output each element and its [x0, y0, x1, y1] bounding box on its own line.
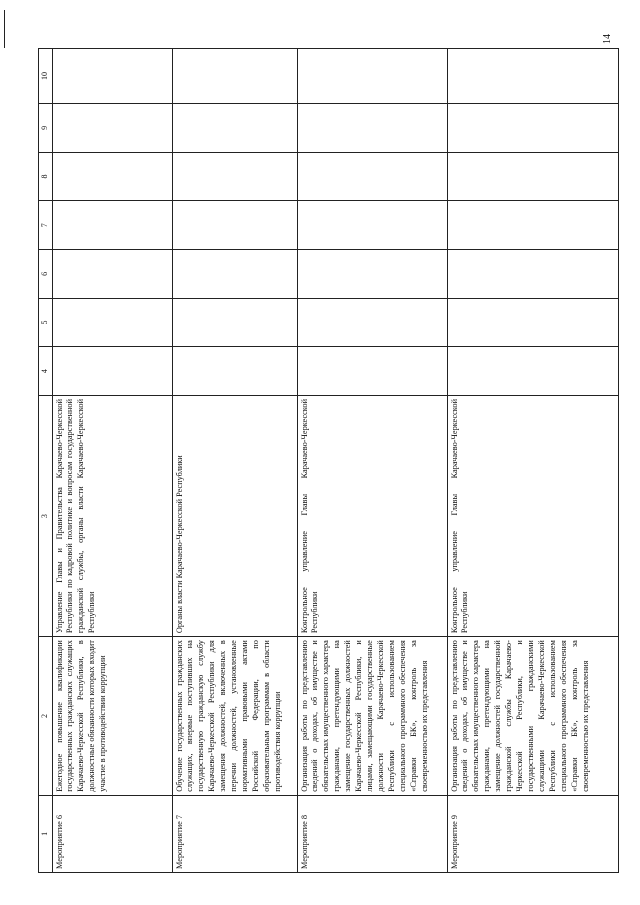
table-row	[172, 49, 297, 873]
table-cell	[52, 49, 172, 104]
column-header: 5	[39, 298, 53, 347]
row-executor: Контрольное управление Главы Карачаево-Черкесской Республики	[447, 395, 618, 636]
table-cell	[52, 347, 172, 396]
table-cell	[172, 347, 297, 396]
table-cell	[447, 201, 618, 250]
table-cell	[172, 250, 297, 299]
table-cell	[172, 298, 297, 347]
table-row	[297, 49, 447, 873]
row-label: Мероприятие 7	[172, 795, 297, 872]
row-executor: Контрольное управление Главы Карачаево-Черкесской Республики	[297, 395, 447, 636]
rotated-table-container	[38, 48, 613, 873]
table-header-row	[39, 49, 53, 873]
column-header: 7	[39, 201, 53, 250]
column-header: 1	[39, 795, 53, 872]
margin-mark	[4, 10, 5, 48]
measures-table	[38, 48, 619, 873]
row-label: Мероприятие 8	[297, 795, 447, 872]
table-cell	[297, 298, 447, 347]
page-number: 14	[602, 34, 613, 44]
row-label: Мероприятие 6	[52, 795, 172, 872]
table-cell	[447, 104, 618, 153]
table-cell	[172, 104, 297, 153]
table-cell	[172, 152, 297, 201]
table-cell	[52, 201, 172, 250]
table-cell	[297, 250, 447, 299]
column-header: 10	[39, 49, 53, 104]
table-cell	[172, 201, 297, 250]
table-cell	[447, 250, 618, 299]
table-cell	[297, 347, 447, 396]
row-description: Организация работы по представлению сведений о доходах, об имуществе и обязательствах имущественного характера гражданами, претендующими на замещение государственных должностей Карачаево-Черкесской Республики, и лицами, замещающими государственные должности Карачаево-Черкесской Республики с использованием специального программного обеспечения «Справки БК», контроль за своевременностью их представления	[297, 637, 447, 796]
table-row	[52, 49, 172, 873]
landscape-page	[38, 48, 613, 873]
table-cell	[297, 49, 447, 104]
row-executor: Управление Главы и Правительства Карачаево-Черкесской Республики по кадровой политике и вопросам государственной гражданской службы, органы власти Карачаево-Черкесской Республики	[52, 395, 172, 636]
column-header: 8	[39, 152, 53, 201]
column-header: 9	[39, 104, 53, 153]
table-cell	[297, 104, 447, 153]
table-cell	[52, 298, 172, 347]
table-cell	[447, 298, 618, 347]
table-cell	[447, 49, 618, 104]
column-header: 3	[39, 395, 53, 636]
table-row	[447, 49, 618, 873]
table-cell	[447, 347, 618, 396]
row-description: Обучение государственных гражданских служащих, впервые поступивших на государственную гражданскую службу Карачаево-Черкесской Республики для замещения должностей, включенных в перечни должностей, установленные нормативными правовыми актами Российской Федерации, по образовательным программам в области противодействия коррупции	[172, 637, 297, 796]
row-description: Организация работы по представлению сведений о доходах, об имуществе и обязательствах имущественного характера гражданами, претендующими на замещение должностей государственной гражданской службы Карачаево-Черкесской Республики, и государственными гражданскими служащими Карачаево-Черкесской Республики с использованием специального программного обеспечения «Справки БК», контроль за своевременностью их представления	[447, 637, 618, 796]
table-cell	[447, 152, 618, 201]
row-description: Ежегодное повышение квалификации государственных гражданских служащих Карачаево-Черкесской Республики, в должностные обязанности которых входит участие в противодействии коррупции	[52, 637, 172, 796]
column-header: 4	[39, 347, 53, 396]
table-cell	[52, 152, 172, 201]
table-cell	[52, 104, 172, 153]
column-header: 6	[39, 250, 53, 299]
table-cell	[297, 152, 447, 201]
column-header: 2	[39, 637, 53, 796]
table-cell	[172, 49, 297, 104]
row-executor: Органы власти Карачаево-Черкесской Республики	[172, 395, 297, 636]
table-cell	[297, 201, 447, 250]
table-cell	[52, 250, 172, 299]
row-label: Мероприятие 9	[447, 795, 618, 872]
